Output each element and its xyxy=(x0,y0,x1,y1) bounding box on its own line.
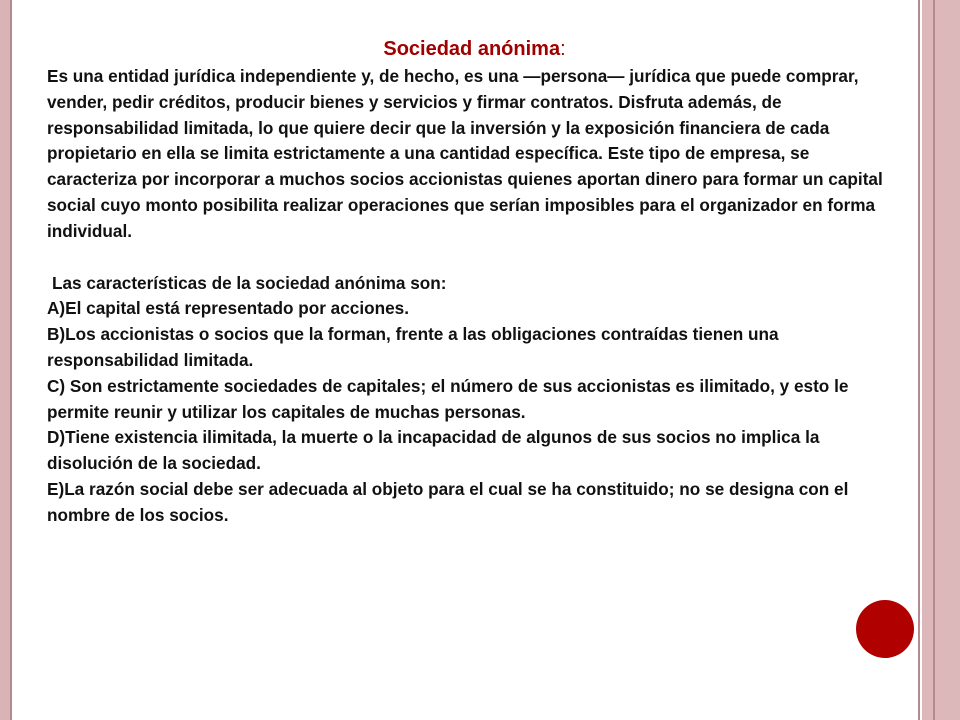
title-colon: : xyxy=(560,38,566,60)
left-border-bar xyxy=(0,0,10,720)
right-border-line xyxy=(918,0,920,720)
title-text: Sociedad anónima xyxy=(383,38,561,60)
page-title xyxy=(47,34,902,64)
list-item-e: E)La razón social debe ser adecuada al objeto para el cual se ha constituido; no se designa con el nombre de los socios. xyxy=(47,478,849,525)
left-border-line xyxy=(10,0,12,720)
red-circle-decoration xyxy=(856,600,914,658)
intro-paragraph: Es una entidad jurídica independiente y, de hecho, es una —persona— jurídica que puede comprar, vender, pedir créditos, producir bienes y servicios y firmar contratos. Disfruta además, de responsabilidad limitada, lo que quiere decir que la inversión y la exposición financiera de cada propietario en ella se limita estrictamente a una cantidad específica. Este tipo de empresa, se caracteriza por incorporar a muchos socios accionistas quienes aportan dinero para formar un capital social cuyo monto posibilita realizar operaciones que serían imposibles para el organizador en forma individual. xyxy=(47,66,883,241)
list-item-a: A)El capital está representado por acciones. xyxy=(47,298,410,319)
right-border-bar xyxy=(922,0,933,720)
list-item-d: D)Tiene existencia ilimitada, la muerte o la incapacidad de algunos de sus socios no implica la disolución de la sociedad. xyxy=(47,427,820,474)
right-border-bar-outer xyxy=(935,0,960,720)
paragraph-gap xyxy=(47,245,902,271)
slide-content xyxy=(47,34,902,529)
list-item-b: B)Los accionistas o socios que la forman, frente a las obligaciones contraídas tienen una responsabilidad limitada. xyxy=(47,324,779,370)
characteristics-heading: Las características de la sociedad anónima son: xyxy=(52,272,447,293)
list-item-c: C) Son estrictamente sociedades de capitales; el número de sus accionistas es ilimitado, y esto le permite reunir y utilizar los capitales de muchas personas. xyxy=(47,375,849,422)
